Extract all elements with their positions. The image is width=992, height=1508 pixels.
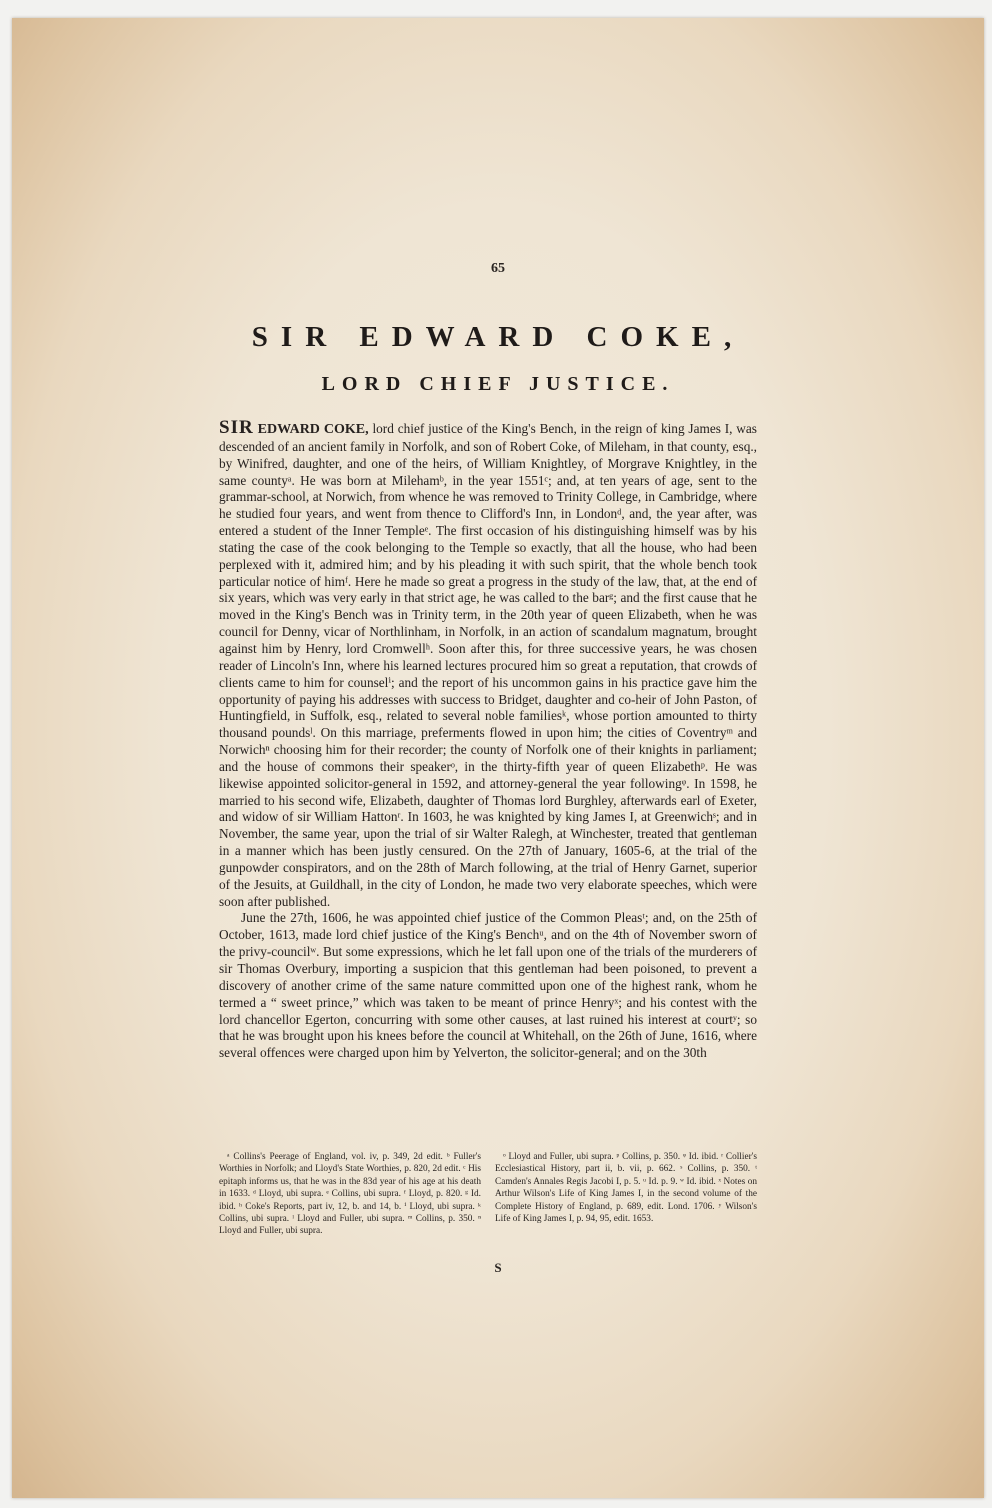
page-number: 65 — [491, 261, 505, 276]
footnote-block: ᵃ Collins's Peerage of England, vol. iv, p. 349, 2d edit. ᵇ Fuller's Worthies in Norfolk; and Lloyd's State Worthies, p. 820, 2d edit. ᶜ His epitaph informs us, that he was in the 83d year of his age at his death in 1633. ᵈ Lloyd, ubi supra. ᵉ Collins, ubi supra. ᶠ Lloyd, p. 820. ᵍ Id. ibid. ʰ Coke's Reports, part iv, 12, b. and 14, b. ⁱ Lloyd, ubi supra. ᵏ Collins, ubi supra. ˡ Lloyd and Fuller, ubi supra. ᵐ Collins, p. 350. ⁿ Lloyd and Fuller, ubi supra. — [219, 1152, 481, 1237]
body-text — [219, 417, 757, 1062]
paragraph-1-text: lord chief justice of the King's Bench, in the reign of king James I, was descended of an ancient family in Norfolk, and son of Robert Coke, of Mileham, in that county, esq., by Winifred, daughter, and one of the heirs, of William Knightley, of Morgrave Knightley, in the same countyᵃ. He was born at Milehamᵇ, in the year 1551ᶜ; and, at ten years of age, sent to the grammar-school, at Norwich, from whence he was removed to Trinity College, in Cambridge, where he studied four years, and went from thence to Clifford's Inn, in Londonᵈ, and, the year after, was entered a student of the Inner Templeᵉ. The first occasion of his distinguishing himself was by his stating the case of the cook belonging to the Temple so exactly, that all the house, who had been perplexed with it, admired him; and by his pleading it with such spirit, that the whole bench took particular notice of himᶠ. Here he made so great a progress in the study of the law, that, at the end of six years, which was very early in that strict age, he was called to the barᵍ; and the first cause that he moved in the King's Bench was in Trinity term, in the 20th year of queen Elizabeth, when he was council for Denny, vicar of Northlinham, in Norfolk, in an action of scandalum magnatum, brought against him by Henry, lord Cromwellʰ. Soon after this, for three successive years, he was chosen reader of Lincoln's Inn, where his learned lectures procured him so great a reputation, that crowds of clients came to him for counselⁱ; and the report of his uncommon gains in his practice gave him the opportunity of paying his addresses with success to Bridget, daughter and co-heir of John Paston, of Huntingfield, in Suffolk, esq., related to several noble familiesᵏ, whose portion amounted to thirty thousand poundsˡ. On this marriage, preferments flowed in upon him; the cities of Coventryᵐ and Norwichⁿ choosing him for their recorder; the county of Norfolk one of their knights in parliament; and the house of commons their speakerᵒ, in the thirty-fifth year of queen Elizabethᵖ. He was likewise appointed solicitor-general in 1592, and attorney-general the year followingᵠ. In 1598, he married to his second wife, Elizabeth, daughter of Thomas lord Burghley, afterwards earl of Exeter, and widow of sir William Hattonʳ. In 1603, he was knighted by king James I, at Greenwichˢ; and in November, the same year, upon the trial of sir Walter Ralegh, at Winchester, treated that gentleman in a manner which has been justly censured. On the 27th of January, 1605-6, at the trial of the gunpowder conspirators, and on the 28th of March following, at the trial of Henry Garnet, superior of the Jesuits, at Guildhall, in the city of London, he made two very elaborate speeches, which were soon after published. — [219, 421, 757, 909]
footnotes-left-column — [219, 1151, 481, 1238]
page-sheet — [12, 18, 984, 1498]
paragraph-2: June the 27th, 1606, he was appointed chief justice of the Common Pleasᵗ; and, on the 25th of October, 1613, made lord chief justice of the King's Benchᵘ, and on the 4th of November sworn of the privy-councilʷ. But some expressions, which he let fall upon one of the trials of the murderers of sir Thomas Overbury, importing a suspicion that this gentleman had been poisoned, to prevent a discovery of another crime of the same nature committed upon one of the highest rank, whom he termed a “ sweet prince,” which was taken to be meant of prince Henryˣ; and his contest with the lord chancellor Egerton, concurring with some other causes, at last ruined his interest at courtʸ; so that he was brought upon his knees before the council at Whitehall, on the 26th of June, 1616, where several offences were charged upon him by Yelverton, the solicitor-general; and on the 30th — [219, 910, 757, 1061]
footnote-block: ᵒ Lloyd and Fuller, ubi supra. ᵖ Collins, p. 350. ᵠ Id. ibid. ʳ Collier's Ecclesiastical History, part ii, b. vii, p. 662. ˢ Collins, p. 350. ᵗ Camden's Annales Regis Jacobi I, p. 5. ᵘ Id. p. 9. ʷ Id. ibid. ˣ Notes on Arthur Wilson's Life of King James I, in the second volume of the Complete History of England, p. 689, edit. Lond. 1706. ʸ Wilson's Life of King James I, p. 94, 95, edit. 1653. — [495, 1152, 757, 1225]
page-subtitle: LORD CHIEF JUSTICE. — [321, 373, 675, 395]
subject-name: EDWARD COKE, — [253, 422, 369, 437]
paragraph-1 — [219, 417, 757, 910]
page-title: SIR EDWARD COKE, — [251, 321, 745, 353]
footnotes — [219, 1151, 757, 1238]
signature-mark: S — [494, 1260, 502, 1275]
drop-cap: SIR — [219, 417, 254, 438]
footnotes-right-column — [495, 1151, 757, 1238]
